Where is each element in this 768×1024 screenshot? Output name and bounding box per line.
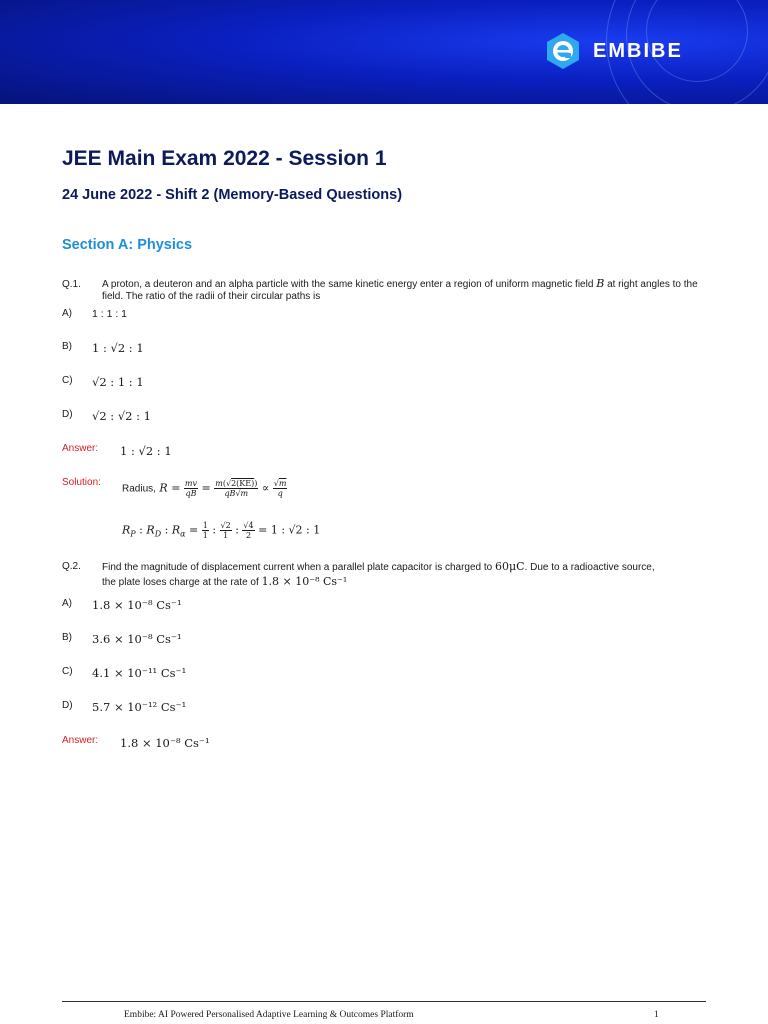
option-label: C)	[62, 375, 73, 386]
option-label: B)	[62, 632, 72, 643]
solution-label: Solution:	[62, 477, 101, 488]
option-text: 1.8 × 10⁻⁸ Cs⁻¹	[92, 598, 182, 612]
math-fraction: $\frac{1}{1}$	[202, 521, 208, 540]
page-subtitle: 24 June 2022 - Shift 2 (Memory-Based Questions)	[62, 187, 403, 203]
solution-formula-ratio: $R_P$ : $R_D$ : $R_\alpha$ = $\frac{1}{1}$ : $\frac{√2}{1}$ : $\frac{√4}{2}$ = 1 : √2 : 1	[122, 521, 321, 540]
option-label: A)	[62, 308, 72, 319]
option-text: √2 : 1 : 1	[92, 375, 144, 389]
header-banner	[0, 0, 768, 104]
math-fraction: $\frac{√m}{q}$	[273, 479, 287, 498]
option-label: B)	[62, 341, 72, 352]
page-title: JEE Main Exam 2022 - Session 1	[62, 147, 387, 170]
question-text-part: . Due to a radioactive source,	[524, 562, 655, 573]
question-text-part: A proton, a deuteron and an alpha particle with the same kinetic energy enter a region of uniform magnetic field	[102, 279, 594, 290]
question-text	[102, 560, 712, 590]
solution-lead-text: Radius,	[122, 483, 156, 495]
question-text	[102, 278, 712, 303]
question-text-part: the plate loses charge at the rate of	[102, 577, 259, 588]
answer-label: Answer:	[62, 735, 99, 746]
question-label: Q.2.	[62, 561, 81, 572]
math-fraction: $\frac{√4}{2}$	[243, 521, 254, 540]
math-fraction: $\frac{m(√2(KE))}{qB√m}$	[215, 479, 258, 498]
math-value: 1.8 × 10⁻⁸ Cs⁻¹	[261, 575, 348, 588]
footer-divider	[62, 1001, 706, 1002]
math-expression: R	[159, 481, 168, 495]
section-heading: Section A: Physics	[62, 237, 193, 253]
brand-name: EMBIBE	[593, 39, 683, 62]
math-variable: B	[596, 277, 605, 290]
math-fraction: $\frac{mv}{qB}$	[184, 479, 198, 498]
math-fraction: $\frac{√2}{1}$	[220, 521, 231, 540]
option-text: √2 : √2 : 1	[92, 409, 151, 423]
footer-text: Embibe: AI Powered Personalised Adaptive Learning & Outcomes Platform	[124, 1010, 414, 1020]
option-text: 1 : √2 : 1	[92, 341, 144, 355]
math-value: 60μC	[495, 560, 525, 573]
question-text-part: Find the magnitude of displacement current when a parallel plate capacitor is charged to	[102, 562, 493, 573]
option-text: 5.7 × 10⁻¹² Cs⁻¹	[92, 700, 187, 714]
option-label: D)	[62, 409, 73, 420]
answer-text: 1 : √2 : 1	[120, 444, 172, 458]
question-label: Q.1.	[62, 279, 81, 290]
page-number: 1	[654, 1010, 659, 1020]
option-text: 3.6 × 10⁻⁸ Cs⁻¹	[92, 632, 182, 646]
answer-text: 1.8 × 10⁻⁸ Cs⁻¹	[120, 736, 210, 750]
solution-formula-radius: Radius, R = $\frac{mv}{qB}$ = $\frac{m(√2(KE))}{qB√m}$ ∝ $\frac{√m}{q}$	[122, 479, 287, 498]
option-label: D)	[62, 700, 73, 711]
option-text: 4.1 × 10⁻¹¹ Cs⁻¹	[92, 666, 187, 680]
embibe-logo	[543, 29, 683, 73]
option-label: A)	[62, 598, 72, 609]
embibe-logo-icon	[543, 31, 583, 71]
answer-label: Answer:	[62, 443, 99, 454]
option-text: 1 : 1 : 1	[92, 308, 128, 320]
question-text-part: at right angles to the field. The ratio of the radii of their circular paths is	[102, 279, 698, 302]
option-label: C)	[62, 666, 73, 677]
